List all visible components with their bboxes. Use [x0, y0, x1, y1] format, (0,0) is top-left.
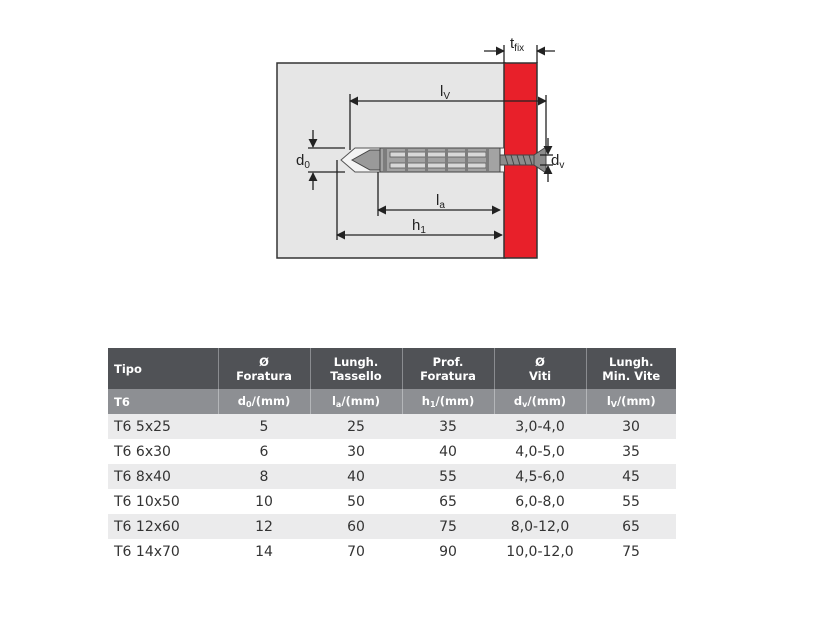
- table-row: [108, 489, 676, 514]
- header-min-screw-length: Lungh. Min. Vite: [586, 348, 676, 389]
- subheader-h1: $h_1/(mm)$: [402, 389, 494, 414]
- cell-lv: 55: [622, 493, 640, 510]
- cell-la: 70: [347, 543, 365, 560]
- anchor-installation-diagram: [0, 0, 819, 300]
- cell-la: 25: [310, 414, 402, 439]
- dv-label: $d_v$: [551, 152, 565, 171]
- header-screw-diameter: Ø Viti: [494, 348, 586, 389]
- wall-plug-anchor: [352, 148, 500, 172]
- cell-dv: 4,5-6,0: [494, 464, 586, 489]
- subheader-t6: T6: [108, 389, 218, 414]
- cell-d0: 14: [255, 543, 273, 560]
- header-drill-depth: Prof. Foratura: [402, 348, 494, 389]
- subheader-d0: $d_0/(mm)$: [218, 389, 310, 414]
- cell-d0: 6: [259, 443, 269, 460]
- la-label: $l_a$: [436, 192, 445, 211]
- cell-h1: 55: [402, 464, 494, 489]
- cell-h1: 40: [439, 443, 457, 460]
- cell-la: 50: [347, 493, 365, 510]
- cell-tipo: T6 10x50: [114, 493, 180, 510]
- table-row: [108, 514, 676, 539]
- cell-tipo: T6 5x25: [108, 414, 218, 439]
- cell-lv: 35: [622, 443, 640, 460]
- subheader-la: $l_a/(mm)$: [310, 389, 402, 414]
- cell-h1: 65: [439, 493, 457, 510]
- cell-h1: 75: [402, 514, 494, 539]
- d0-label: $d_0$: [296, 152, 310, 171]
- header-tipo: Tipo: [108, 348, 218, 389]
- cell-lv: 45: [586, 464, 676, 489]
- cell-la: 40: [310, 464, 402, 489]
- cell-dv: 3,0-4,0: [494, 414, 586, 439]
- header-anchor-length: Lungh. Tassello: [310, 348, 402, 389]
- cell-tipo: T6 12x60: [108, 514, 218, 539]
- cell-la: 60: [310, 514, 402, 539]
- tfix-label: $t_{fix}$: [510, 35, 525, 54]
- cell-d0: 10: [255, 493, 273, 510]
- lv-label: $l_V$: [440, 83, 451, 102]
- h1-label: $h_1$: [412, 217, 426, 236]
- cell-d0: 12: [218, 514, 310, 539]
- cell-dv: 6,0-8,0: [515, 493, 565, 510]
- cell-h1: 90: [439, 543, 457, 560]
- anchor-spec-table: [108, 348, 676, 564]
- cell-d0: 5: [218, 414, 310, 439]
- cell-d0: 8: [218, 464, 310, 489]
- table-row: [108, 439, 676, 464]
- table-header-row: [108, 348, 676, 389]
- header-foratura-diameter: Ø Foratura: [218, 348, 310, 389]
- subheader-lv: $l_V/(mm)$: [586, 389, 676, 414]
- table-subheader-row: [108, 389, 676, 414]
- cell-lv: 75: [622, 543, 640, 560]
- cell-dv: 10,0-12,0: [506, 543, 574, 560]
- table-row: [108, 539, 676, 564]
- cell-la: 30: [347, 443, 365, 460]
- cell-lv: 30: [586, 414, 676, 439]
- cell-dv: 8,0-12,0: [494, 514, 586, 539]
- cell-dv: 4,0-5,0: [515, 443, 565, 460]
- table-row: [108, 414, 676, 439]
- cell-tipo: T6 8x40: [108, 464, 218, 489]
- table-row: [108, 464, 676, 489]
- cell-tipo: T6 14x70: [114, 543, 180, 560]
- cell-h1: 35: [402, 414, 494, 439]
- cell-lv: 65: [586, 514, 676, 539]
- cell-tipo: T6 6x30: [114, 443, 171, 460]
- subheader-dv: $d_v/(mm)$: [494, 389, 586, 414]
